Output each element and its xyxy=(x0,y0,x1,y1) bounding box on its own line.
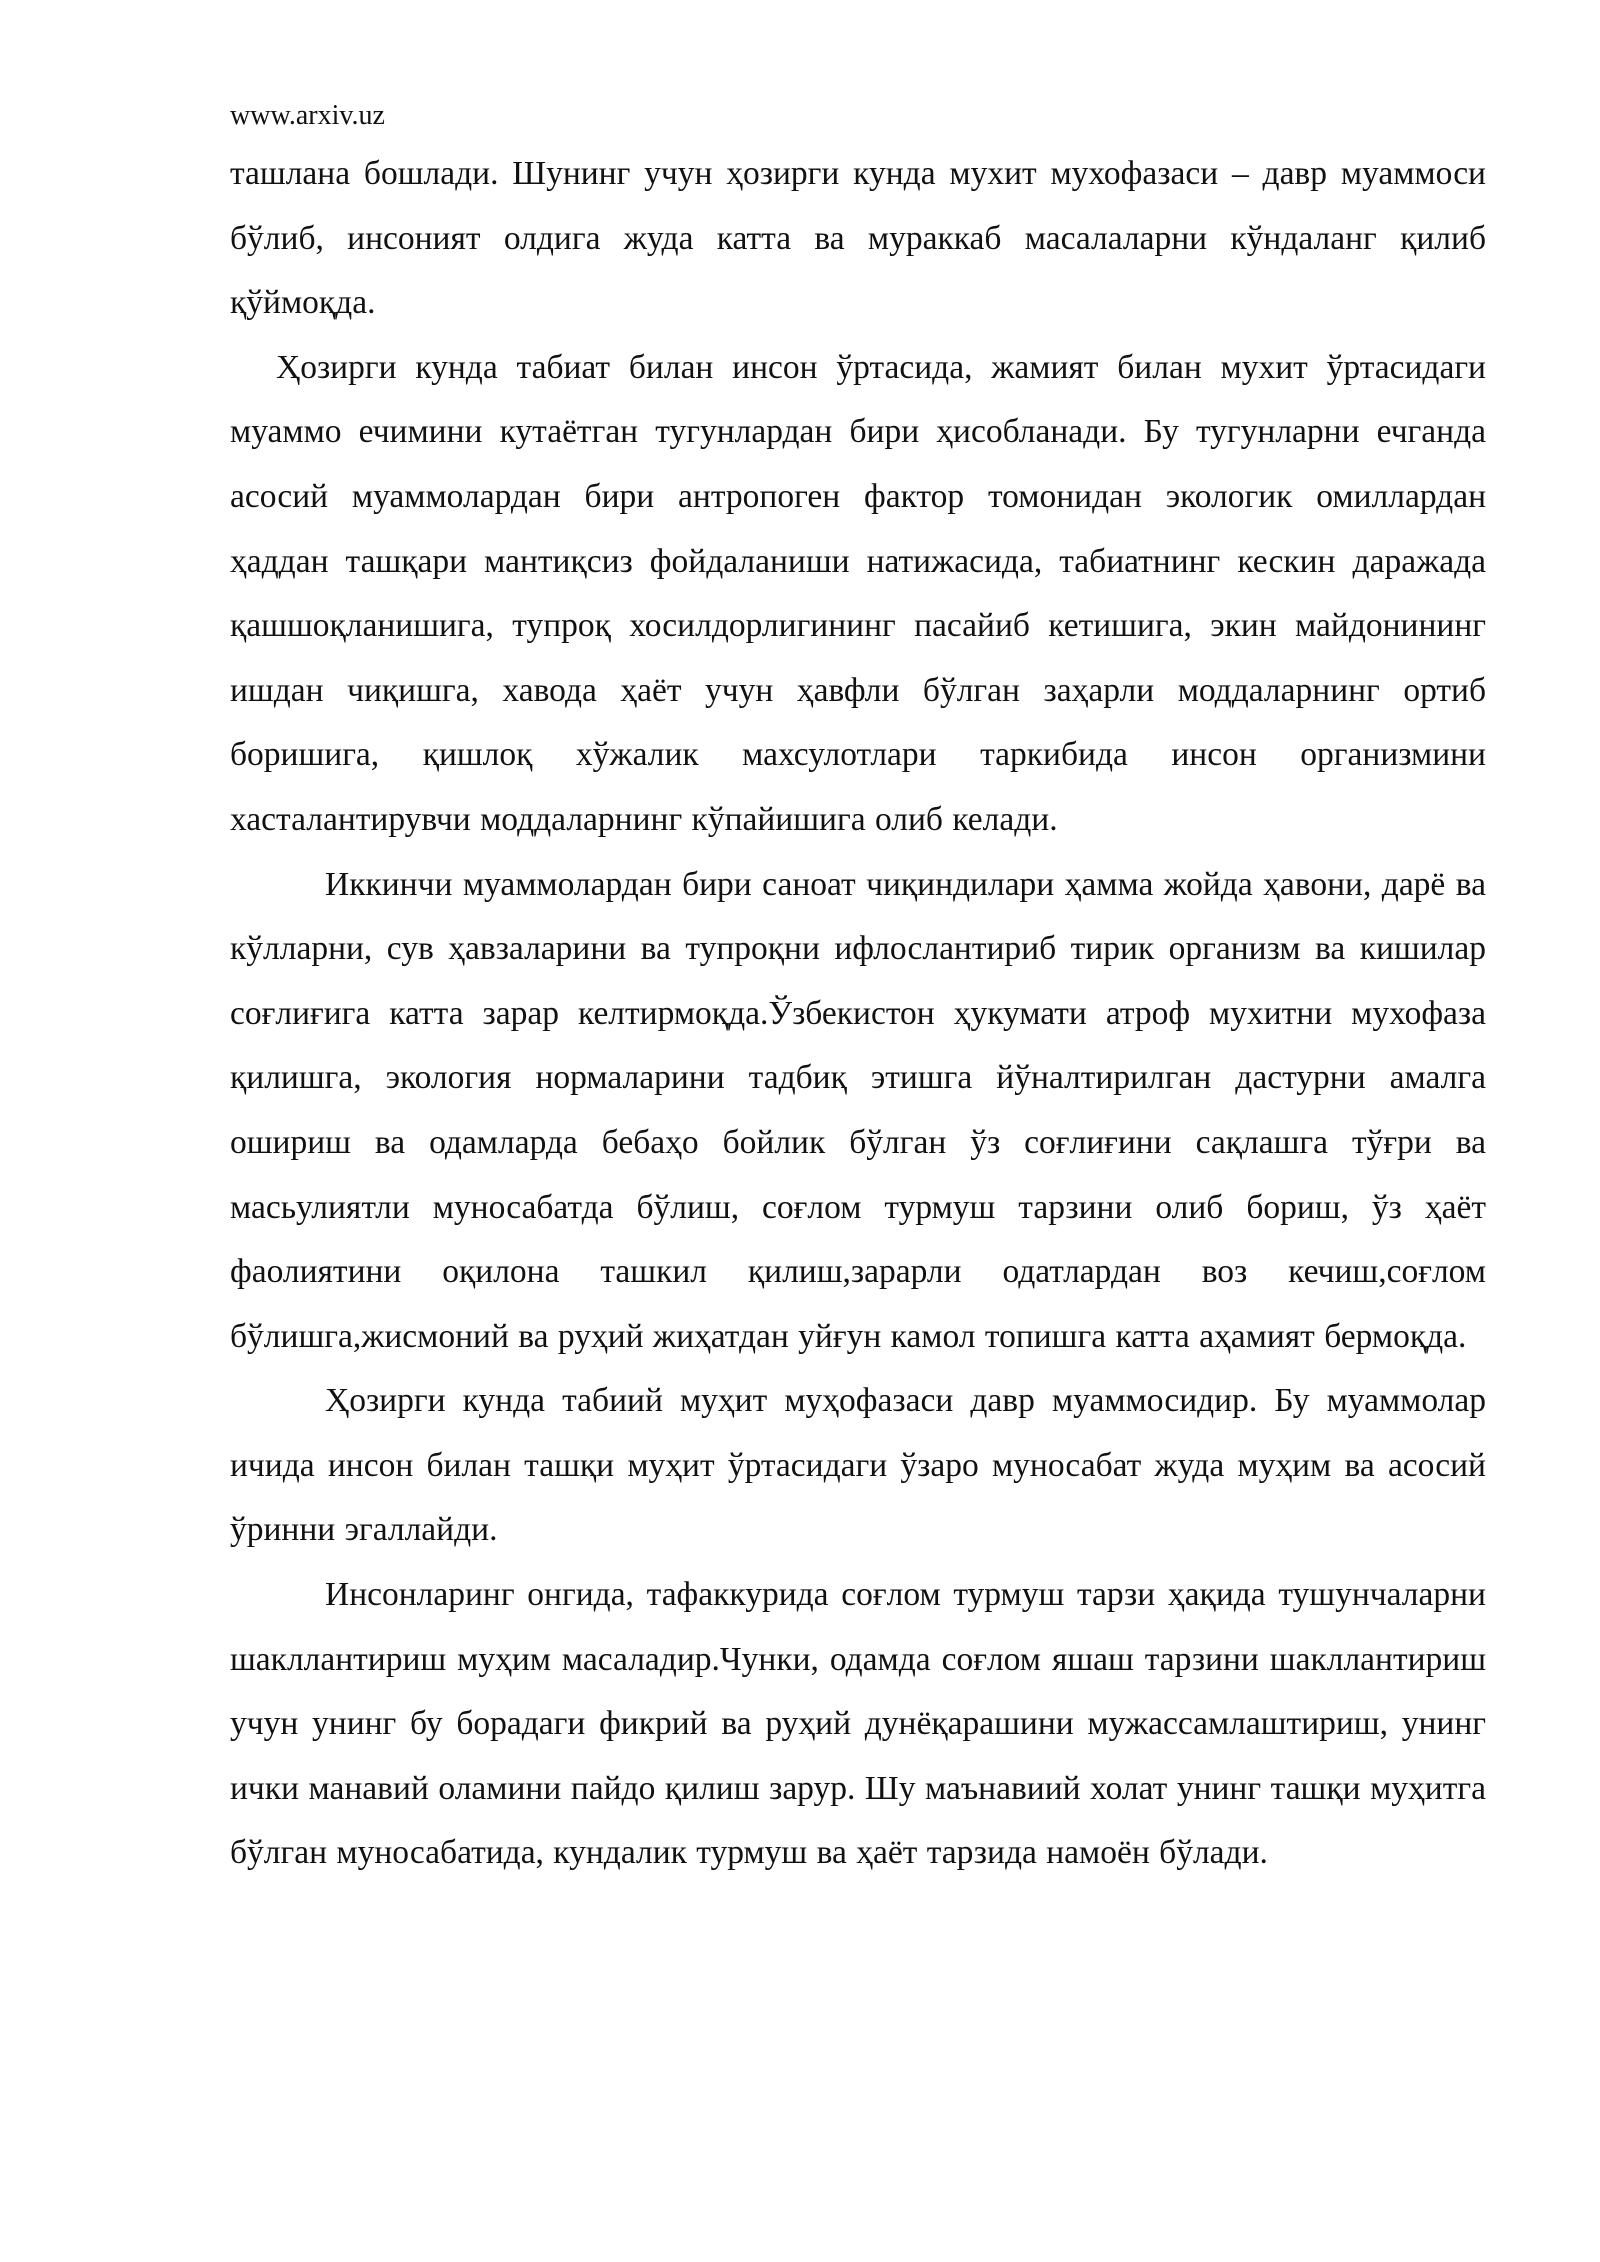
paragraph-nature-human: Ҳозирги кунда табиат билан инсон ўртасида, жамият билан мухит ўртасидаги муаммо ечимини кутаётган тугунлардан бири ҳисобланади. Бу тугунларни ечганда асосий муаммолардан бири антропоген фактор томонидан экологик омиллардан ҳаддан ташқари мантиқсиз фойдаланиши натижасида, табиатнинг кескин даражада қашшоқланишига, тупроқ хосилдорлигининг пасайиб кетишига, экин майдонининг ишдан чиқишга, хавода ҳаёт учун ҳавфли бўлган заҳарли моддаларнинг ортиб боришига, қишлоқ хўжалик махсулотлари таркибида инсон организмини хасталантирувчи моддаларнинг кўпайишига олиб келади. xyxy=(230,348,1486,838)
paragraph-industrial-waste: Иккинчи муаммолардан бири саноат чиқиндилари ҳамма жойда ҳавони, дарё ва кўлларни, сув ҳавзаларини ва тупроқни ифлослантириб тирик организм ва кишилар соғлиғига катта зарар келтирмоқда.Ўзбекистон ҳукумати атроф мухитни мухофаза қилишга, экология нормаларини тадбиқ этишга йўналтирилган дастурни амалга ошириш ва одамларда бебаҳо бойлик бўлган ўз соғлиғини сақлашга тўғри ва масьулиятли муносабатда бўлиш, соғлом турмуш тарзини олиб бориш, ўз ҳаёт фаолиятини оқилона ташкил қилиш,зарарли одатлардан воз кечиш,соғлом бўлишга,жисмоний ва руҳий жиҳатдан уйғун камол топишга катта аҳамият бермоқда. xyxy=(230,865,1486,1355)
paragraph-environment-protection: Ҳозирги кунда табиий муҳит муҳофазаси давр муаммосидир. Бу муаммолар ичида инсон билан ташқи муҳит ўртасидаги ўзаро муносабат жуда муҳим ва асосий ўринни эгаллайди. xyxy=(230,1382,1486,1549)
site-header: www.arxiv.uz xyxy=(230,100,385,131)
paragraph-healthy-lifestyle: Инсонларинг онгида, тафаккурида соғлом турмуш тарзи ҳақида тушунчаларни шакллантириш муҳим масаладир.Чунки, одамда соғлом яшаш тарзини шакллантириш учун унинг бу борадаги фикрий ва руҳий дунёқарашини мужассамлаштириш, унинг ички манавий оламини пайдо қилиш зарур. Шу маънавиий холат унинг ташқи муҳитга бўлган муносабатида, кундалик турмуш ва ҳаёт тарзида намоён бўлади. xyxy=(230,1576,1486,1872)
paragraph-continuation: ташлана бошлади. Шунинг учун ҳозирги кунда мухит мухофазаси – давр муаммоси бўлиб, инсоният олдига жуда катта ва мураккаб масалаларни кўндаланг қилиб қўймоқда. xyxy=(230,155,1486,322)
document-page xyxy=(230,96,1486,1886)
